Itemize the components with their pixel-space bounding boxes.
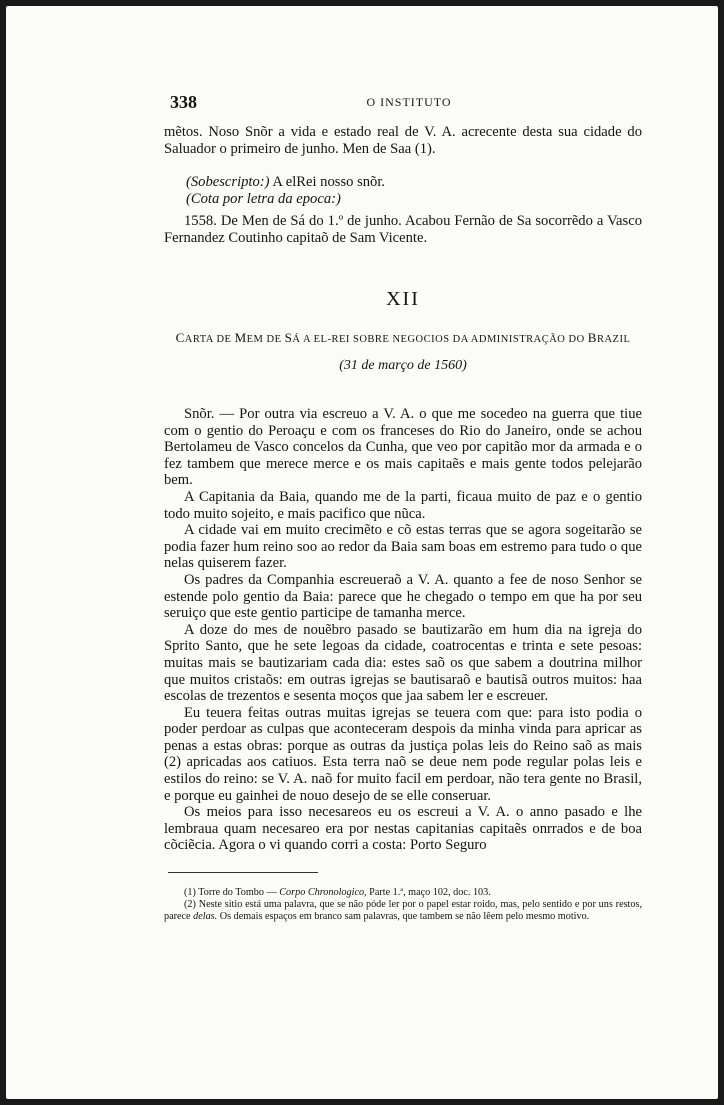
intro-paragraph-block <box>164 124 642 157</box>
title-rest-2: EM DE <box>246 334 285 345</box>
body-paragraph: Os padres da Companhia escreueraõ a V. A. quanto a fee de noso Senhor se estende polo gentio da Baia: parece que he chegado o tempo em que ha por seu seruiço que este gentio participe de tamanha merce. <box>164 571 642 622</box>
title-cap-4: B <box>587 330 597 345</box>
page-number: 338 <box>170 92 197 112</box>
body-paragraph: Snõr. — Por outra via escreuo a V. A. o que me socedeo na guerra que tiue com o gentio do Peroaçu e com os franceses do Rio do Janeiro, onde se achou Bertolameu de Vasco concelos da Cunha, que veo por capitão mor da armada e o fez tambem que merece merce e os mais capitaẽs e mais gente todos pelejarão bem. <box>164 406 642 489</box>
running-title: O INSTITUTO <box>366 95 452 109</box>
body-paragraph: Os meios para isso necesareos eu os escreui a V. A. o anno pasado e lhe lembraua quam necesareo era por nestas capitanias capitaẽs onrrados e de boa cõciẽcia. Agora o vi quando corri a costa: Porto Seguro <box>164 804 642 854</box>
title-rest-3: Á A EL-REI SOBRE NEGOCIOS DA ADMINISTRAÇÃO DO <box>292 334 588 345</box>
title-cap-1: C <box>175 330 185 345</box>
title-rest-1: ARTA DE <box>184 334 235 345</box>
body-paragraph: A Capitania da Baia, quando me de la parti, ficaua muito de paz e o gentio todo muito sojeito, e mais pacifico que nũca. <box>164 488 642 522</box>
footnote-rule <box>168 872 318 873</box>
letter-date: (31 de março de 1560) <box>339 358 467 373</box>
subscription-label-1: (Sobescripto:) <box>186 174 270 190</box>
title-cap-2: M <box>234 330 247 345</box>
title-rest-4: RAZIL <box>596 334 631 345</box>
body-paragraph: A cidade vai em muito crecimẽto e cõ estas terras que se agora sogeitarão se podia fazer hum reino soo ao redor da Baia sam boas em estremo para tudo o que nelas quiserem fazer. <box>164 522 642 572</box>
letter-body <box>164 406 642 854</box>
entry-paragraph: 1558. De Men de Sá do 1.º de junho. Acabou Fernão de Sa socorrẽdo a Vasco Fernandez Coutinho capitaõ de Sam Vicente. <box>164 213 642 246</box>
page-header <box>170 92 648 114</box>
subscription-line-2 <box>186 191 586 208</box>
footnote-2 <box>164 899 642 923</box>
section-number: XII <box>386 288 420 310</box>
body-paragraph: A doze do mes de nouẽbro pasado se bautizarão em hum dia na igreja do Sprito Santo, que he sete legoas da cidade, coatrocentas e trinta e sete pesoas: muitas mais se bautizariam cada dia: estes saõ os que sabem a doutrina milhor que muitos cristaõs: em outras igrejas se bautisaraõ e bautisã outros muitos: haa escolas de trezentos e sesenta moços que jaa sabem ler e escreuer. <box>164 621 642 705</box>
title-cap-3: S <box>284 330 293 345</box>
intro-paragraph: mẽtos. Noso Snõr a vida e estado real de V. A. acrecente desta sua cidade do Saluador o primeiro de junho. Men de Saa (1). <box>164 124 642 157</box>
subscription-text-1: A elRei nosso snõr. <box>269 174 386 190</box>
subscription-line-1 <box>186 174 586 191</box>
subscription-label-2: (Cota por letra da epoca:) <box>186 190 341 207</box>
footnote-2-pre: (2) Neste sitio está uma palavra, que se não póde ler por o papel estar roido, mas, pelo sentido e por uns restos, parece <box>164 899 642 922</box>
footnote-1-post: Parte 1.ª, maço 102, doc. 103. <box>366 887 491 898</box>
letter-title <box>164 330 642 346</box>
footnotes <box>164 887 642 923</box>
footnote-1 <box>164 887 642 899</box>
footnote-1-italic: Corpo Chronologico, <box>279 887 367 898</box>
footnote-1-pre: (1) Torre do Tombo — <box>184 887 280 898</box>
body-paragraph: Eu teuera feitas outras muitas igrejas se teuera com que: para isto podia o poder perdoar as culpas que aconteceram despois da minha vinda para apricar as penas a estas obras: porque as outras da justiça polas leis do Reino saõ as mais (2) apricadas aos catiuos. Esta terra naõ se deue nem pode regular polas leis e estilos do reino: se V. A. naõ for muito facil em perdoar, não tera gente no Brasil, e porque eu gainhei de nouo desejo de se elle conseruar. <box>164 704 642 804</box>
entry-block <box>164 213 642 246</box>
footnote-2-post: Os demais espaços em branco sam palavras, que tambem se não lêem pelo mesmo motivo. <box>217 911 590 922</box>
footnote-2-italic: delas. <box>193 911 218 922</box>
subscription-block <box>186 174 586 207</box>
